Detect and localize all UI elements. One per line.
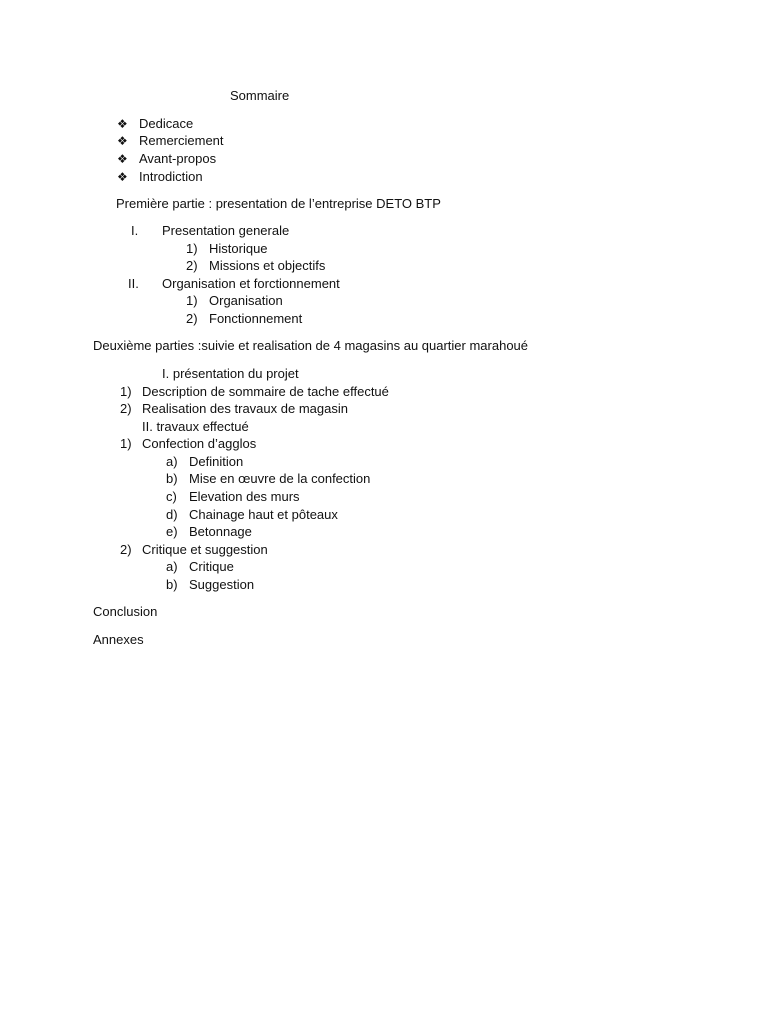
subitem-letter: b) [166, 577, 178, 592]
part2-heading: Deuxième parties :suivie et realisation de 4 magasins au quartier marahoué [93, 338, 529, 353]
part1-heading: Première partie : presentation de l’entreprise DETO BTP [116, 196, 441, 211]
bullet-icon: ❖ [117, 152, 128, 166]
item-text: Historique [209, 241, 268, 256]
subitem-text: Definition [189, 454, 244, 469]
subitem-letter: a) [166, 559, 178, 574]
item-number: 2) [120, 542, 132, 557]
item-text: Fonctionnement [209, 311, 303, 326]
subitem-letter: e) [166, 524, 178, 539]
subitem-text: Elevation des murs [189, 489, 300, 504]
bullet-icon: ❖ [117, 170, 128, 184]
section-title: I. présentation du projet [162, 366, 299, 381]
item-number: 2) [186, 311, 198, 326]
item-number: 1) [186, 293, 198, 308]
section-title: II. travaux effectué [142, 419, 249, 434]
item-text: Organisation [209, 293, 283, 308]
intro-item-dedicace: Dedicace [139, 116, 194, 131]
item-number: 1) [120, 436, 132, 451]
bullet-icon: ❖ [117, 134, 128, 148]
section-numeral: I. [131, 223, 139, 238]
item-number: 1) [186, 241, 198, 256]
subitem-letter: a) [166, 454, 178, 469]
item-text: Confection d’agglos [142, 436, 257, 451]
subitem-text: Critique [189, 559, 234, 574]
subitem-letter: d) [166, 507, 178, 522]
item-text: Critique et suggestion [142, 542, 268, 557]
subitem-text: Suggestion [189, 577, 255, 592]
document-title: Sommaire [230, 88, 290, 103]
item-text: Realisation des travaux de magasin [142, 401, 348, 416]
item-text: Description de sommaire de tache effectué [142, 384, 389, 399]
conclusion-heading: Conclusion [93, 604, 158, 619]
item-number: 1) [120, 384, 132, 399]
subitem-letter: c) [166, 489, 177, 504]
item-number: 2) [120, 401, 132, 416]
intro-item-avant-propos: Avant-propos [139, 151, 217, 166]
section-numeral: II. [128, 276, 139, 291]
intro-item-remerciement: Remerciement [139, 133, 224, 148]
subitem-text: Mise en œuvre de la confection [189, 471, 371, 486]
subitem-text: Chainage haut et pôteaux [189, 507, 338, 522]
bullet-icon: ❖ [117, 117, 128, 131]
section-title: Presentation generale [162, 223, 290, 238]
section-title: Organisation et forctionnement [162, 276, 340, 291]
intro-item-introdiction: Introdiction [139, 169, 203, 184]
item-number: 2) [186, 258, 198, 273]
item-text: Missions et objectifs [209, 258, 326, 273]
annexes-heading: Annexes [93, 632, 144, 647]
subitem-text: Betonnage [189, 524, 252, 539]
subitem-letter: b) [166, 471, 178, 486]
